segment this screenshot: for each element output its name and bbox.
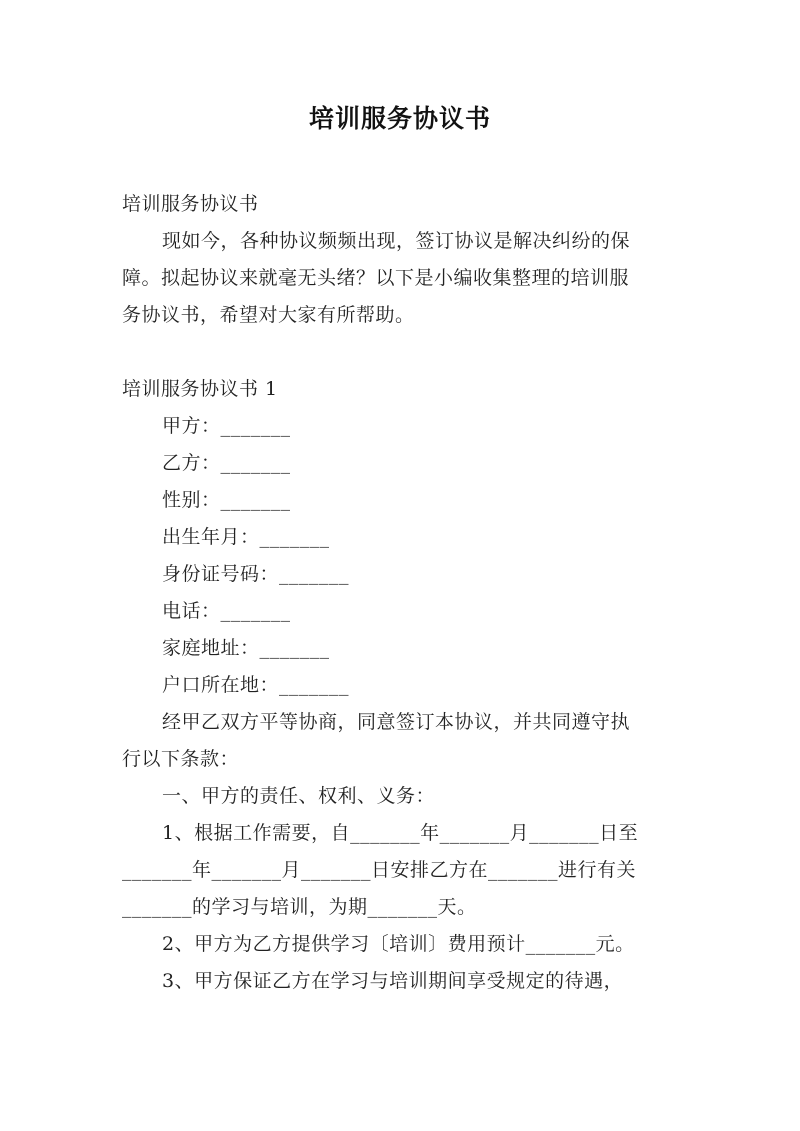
form-field-id-number: 身份证号码：_______	[162, 563, 350, 585]
clause-item: _______的学习与培训，为期_______天。	[122, 896, 477, 918]
document-title: 培训服务协议书	[308, 104, 491, 133]
blank-line	[122, 334, 688, 371]
form-field-registered-residence: 户口所在地：_______	[162, 674, 350, 696]
form-field-birth-date: 出生年月：_______	[162, 526, 330, 548]
clause-item: _______年_______月_______日安排乙方在_______进行有关	[122, 859, 637, 881]
clause-item: 3、甲方保证乙方在学习与培训期间享受规定的待遇，	[162, 970, 624, 992]
form-field-party-a: 甲方：_______	[162, 415, 291, 437]
form-field-phone: 电话：_______	[162, 600, 291, 622]
section-heading: 培训服务协议书 1	[122, 378, 278, 400]
body-line: 务协议书，希望对大家有所帮助。	[122, 304, 415, 326]
body-line: 培训服务协议书	[122, 193, 259, 215]
clause-item: 1、根据工作需要，自_______年_______月_______日至	[162, 822, 639, 844]
clause-heading: 一、甲方的责任、权利、义务：	[162, 785, 436, 807]
form-field-gender: 性别：_______	[162, 489, 291, 511]
body-line: 现如今，各种协议频频出现，签订协议是解决纠纷的保	[162, 230, 631, 252]
document-body	[122, 186, 688, 1000]
clause-item: 2、甲方为乙方提供学习〔培训〕费用预计_______元。	[162, 933, 635, 955]
body-line: 经甲乙双方平等协商，同意签订本协议，并共同遵守执	[162, 711, 631, 733]
form-field-party-b: 乙方：_______	[162, 452, 291, 474]
form-field-home-address: 家庭地址：_______	[162, 637, 330, 659]
body-line: 障。拟起协议来就毫无头绪？以下是小编收集整理的培训服	[122, 267, 630, 289]
body-line: 行以下条款：	[122, 748, 240, 770]
